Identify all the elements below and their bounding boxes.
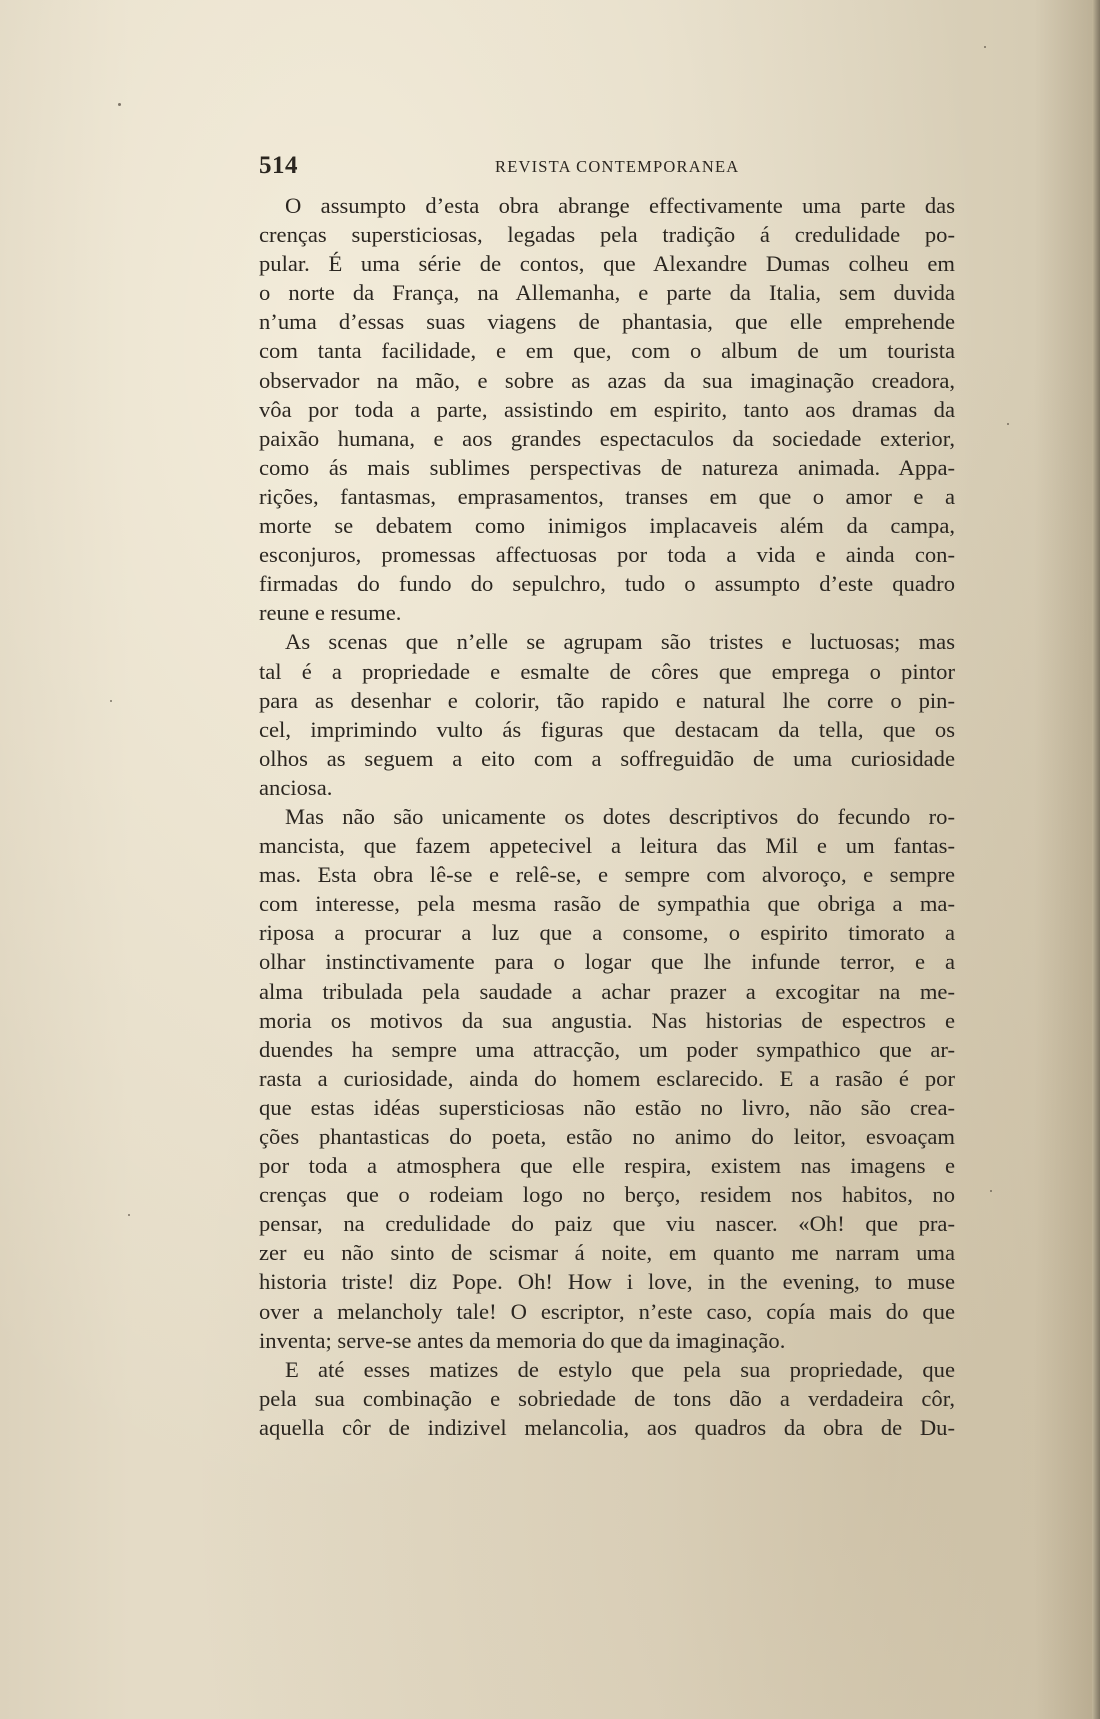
text-line: crenças supersticiosas, legadas pela tradição á credulidade po- — [259, 222, 955, 248]
text-line: tal é a propriedade e esmalte de côres que emprega o pintor — [259, 658, 955, 684]
paper-speck — [128, 1214, 130, 1216]
page-number: 514 — [259, 152, 298, 179]
text-line: paixão humana, e aos grandes espectaculos da sociedade exterior, — [259, 425, 955, 451]
text-line: com tanta facilidade, e em que, com o album de um tourista — [259, 338, 955, 364]
text-line: com interesse, pela mesma rasão de sympathia que obriga a ma- — [259, 891, 955, 917]
text-line: zer eu não sinto de scismar á noite, em quanto me narram uma — [259, 1240, 955, 1266]
text-line: rasta a curiosidade, ainda do homem esclarecido. E a rasão é por — [259, 1065, 955, 1091]
text-line: reune e resume. — [259, 600, 402, 626]
text-line: As scenas que n’elle se agrupam são tristes e luctuosas; mas — [285, 629, 955, 655]
text-line: observador na mão, e sobre as azas da sua imaginação creadora, — [259, 367, 955, 393]
text-line: olhos as seguem a eito com a soffreguidão de uma curiosidade — [259, 745, 955, 771]
text-line: por toda a atmosphera que elle respira, existem nas imagens e — [259, 1153, 955, 1179]
text-line: n’uma d’essas suas viagens de phantasia, que elle emprehende — [259, 309, 955, 335]
text-line: moria os motivos da sua angustia. Nas historias de espectros e — [259, 1007, 955, 1033]
text-line: vôa por toda a parte, assistindo em espirito, tanto aos dramas da — [259, 396, 955, 422]
text-line: alma tribulada pela saudade a achar prazer a excogitar na me- — [259, 978, 955, 1004]
paper-speck — [110, 700, 112, 702]
text-line: riposa a procurar a luz que a consome, o espirito timorato a — [259, 920, 955, 946]
text-line: pensar, na credulidade do paiz que viu nascer. «Oh! que pra- — [259, 1211, 955, 1237]
text-line: mancista, que fazem appetecivel a leitura das Mil e um fantas- — [259, 833, 955, 859]
text-line: pela sua combinação e sobriedade de tons dão a verdadeira côr, — [259, 1385, 955, 1411]
text-line: que estas idéas supersticiosas não estão no livro, não são crea- — [259, 1094, 955, 1120]
text-line: como ás mais sublimes perspectivas de natureza animada. Appa- — [259, 454, 955, 480]
text-line: anciosa. — [259, 774, 333, 800]
paper-speck — [984, 46, 986, 48]
text-line: o norte da França, na Allemanha, e parte da Italia, sem duvida — [259, 280, 955, 306]
text-line: esconjuros, promessas affectuosas por toda a vida e ainda con- — [259, 542, 955, 568]
text-line: pular. É uma série de contos, que Alexandre Dumas colheu em — [259, 251, 955, 277]
paper-speck — [990, 1190, 992, 1192]
text-line: olhar instinctivamente para o logar que lhe infunde terror, e a — [259, 949, 955, 975]
text-line: mas. Esta obra lê-se e relê-se, e sempre com alvoroço, e sempre — [259, 862, 955, 888]
text-line: E até esses matizes de estylo que pela sua propriedade, que — [285, 1356, 955, 1382]
text-line: aquella côr de indizivel melancolia, aos quadros da obra de Du- — [259, 1414, 955, 1440]
paper-speck — [1007, 423, 1009, 425]
text-line: over a melancholy tale! O escriptor, n’este caso, copía mais do que — [259, 1298, 955, 1324]
text-line: Mas não são unicamente os dotes descriptivos do fecundo ro- — [285, 803, 955, 829]
text-line: firmadas do fundo do sepulchro, tudo o assumpto d’este quadro — [259, 571, 955, 597]
text-line: rições, fantasmas, emprasamentos, transes em que o amor e a — [259, 483, 955, 509]
paper-speck — [118, 103, 121, 106]
running-title: REVISTA CONTEMPORANEA — [495, 157, 740, 176]
text-line: morte se debatem como inimigos implacaveis além da campa, — [259, 513, 955, 539]
text-line: duendes ha sempre uma attracção, um poder sympathico que ar- — [259, 1036, 955, 1062]
article-body — [259, 191, 955, 1442]
text-line: para as desenhar e colorir, tão rapido e natural lhe corre o pin- — [259, 687, 955, 713]
text-line: cel, imprimindo vulto ás figuras que destacam da tella, que os — [259, 716, 955, 742]
page-edge-shadow — [1092, 0, 1100, 1719]
text-line: ções phantasticas do poeta, estão no animo do leitor, esvoaçam — [259, 1124, 955, 1149]
page-header — [259, 152, 951, 182]
text-line: inventa; serve-se antes da memoria do que da imaginação. — [259, 1327, 786, 1353]
text-line: historia triste! diz Pope. Oh! How i love, in the evening, to muse — [259, 1269, 955, 1295]
text-line: O assumpto d’esta obra abrange effectivamente uma parte das — [285, 193, 955, 218]
text-line: crenças que o rodeiam logo no berço, residem nos habitos, no — [259, 1182, 955, 1208]
